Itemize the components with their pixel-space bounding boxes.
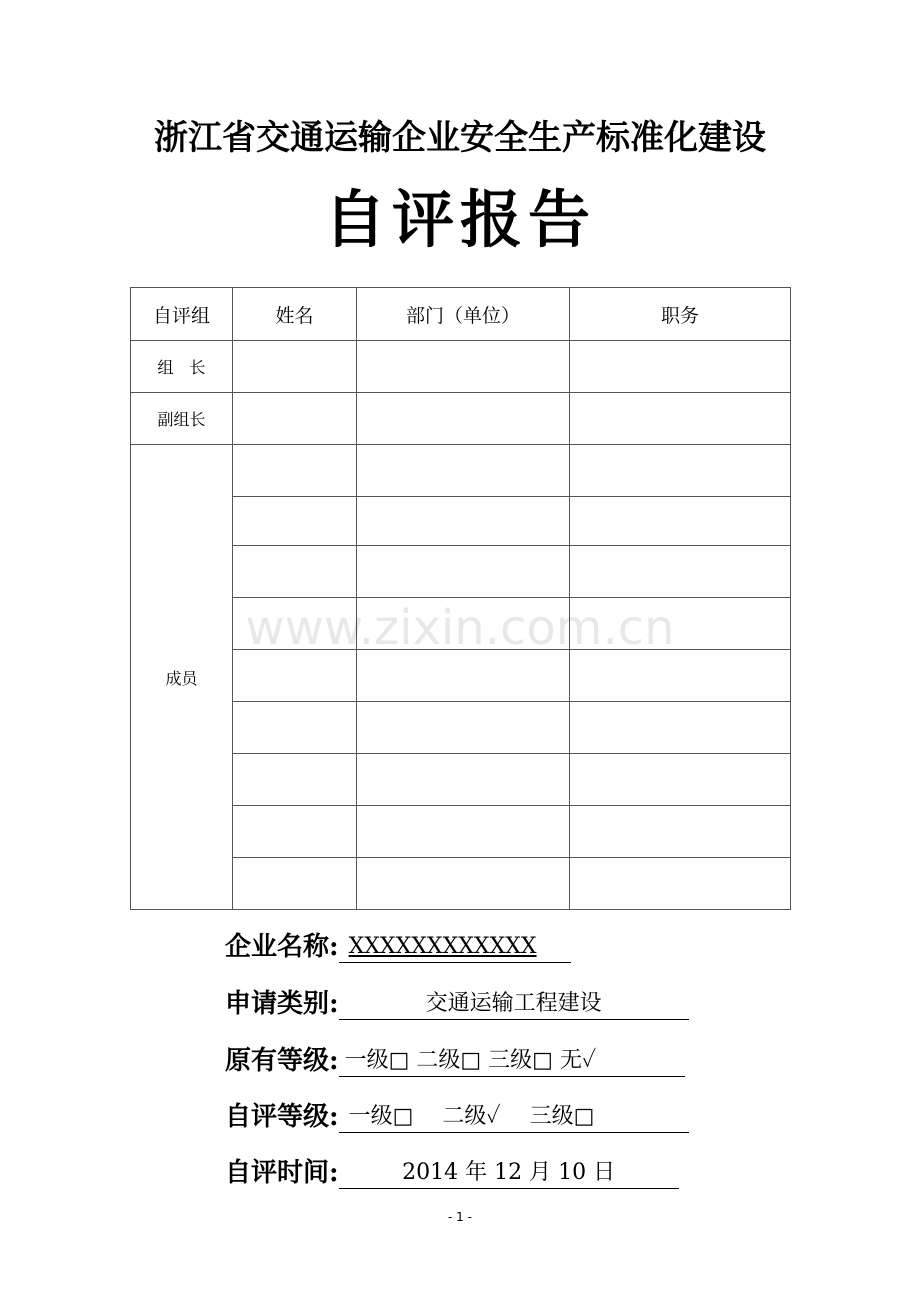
company-name-line [225,926,571,963]
row-label-deputy: 副组长 [131,393,233,445]
table-cell [357,546,570,598]
table-cell [570,754,791,806]
application-category-line [225,983,689,1020]
application-category-label: 申请类别: [225,989,339,1019]
application-category-value: 交通运输工程建设 [339,989,689,1020]
table-cell [357,341,570,393]
header-position: 职务 [570,288,791,341]
self-level-value: 一级□ 二级✓ 三级□ [339,1102,689,1133]
table-cell [233,650,357,702]
table-cell [357,754,570,806]
report-title-line1: 浙江省交通运输企业安全生产标准化建设 [154,118,766,158]
table-cell [233,806,357,858]
table-cell [570,445,791,497]
report-title-line2: 自评报告 [323,183,596,256]
table-header-row [131,288,791,341]
original-level-label: 原有等级: [225,1046,339,1076]
table-cell [570,650,791,702]
table-row [131,341,791,393]
table-cell [233,702,357,754]
table-cell [233,754,357,806]
table-cell [570,806,791,858]
original-level-value: 一级□ 二级□ 三级□ 无✓ [339,1046,685,1077]
table-cell [357,806,570,858]
table-cell [570,598,791,650]
table-cell [233,598,357,650]
table-cell [233,858,357,910]
table-cell [570,497,791,546]
header-name: 姓名 [233,288,357,341]
table-cell [357,445,570,497]
watermark: www.zixin.com.cn [245,600,675,656]
self-level-label: 自评等级: [225,1102,339,1132]
evaluation-time-line [225,1152,679,1189]
table-cell [570,546,791,598]
table-row [131,393,791,445]
header-group: 自评组 [131,288,233,341]
table-cell [233,497,357,546]
table-cell [357,858,570,910]
evaluation-time-value: 2014 年 12 月 10 日 [339,1158,679,1189]
header-department: 部门（单位） [357,288,570,341]
page-number: - 1 - [448,1210,472,1224]
self-level-line [225,1096,689,1133]
original-level-line [225,1040,685,1077]
row-label-members: 成员 [131,445,233,910]
table-cell [570,858,791,910]
evaluation-time-label: 自评时间: [225,1158,339,1188]
table-cell [233,546,357,598]
table-cell [233,393,357,445]
table-cell [357,497,570,546]
table-row [131,445,791,497]
company-name-label: 企业名称: [225,932,339,962]
row-label-leader: 组 长 [131,341,233,393]
table-cell [233,445,357,497]
table-cell [233,341,357,393]
table-cell [570,393,791,445]
table-cell [570,702,791,754]
table-cell [357,702,570,754]
self-evaluation-team-table [130,287,791,910]
company-name-value: XXXXXXXXXXXX [339,932,571,963]
table-cell [570,341,791,393]
table-cell [357,598,570,650]
table-cell [357,650,570,702]
table-cell [357,393,570,445]
